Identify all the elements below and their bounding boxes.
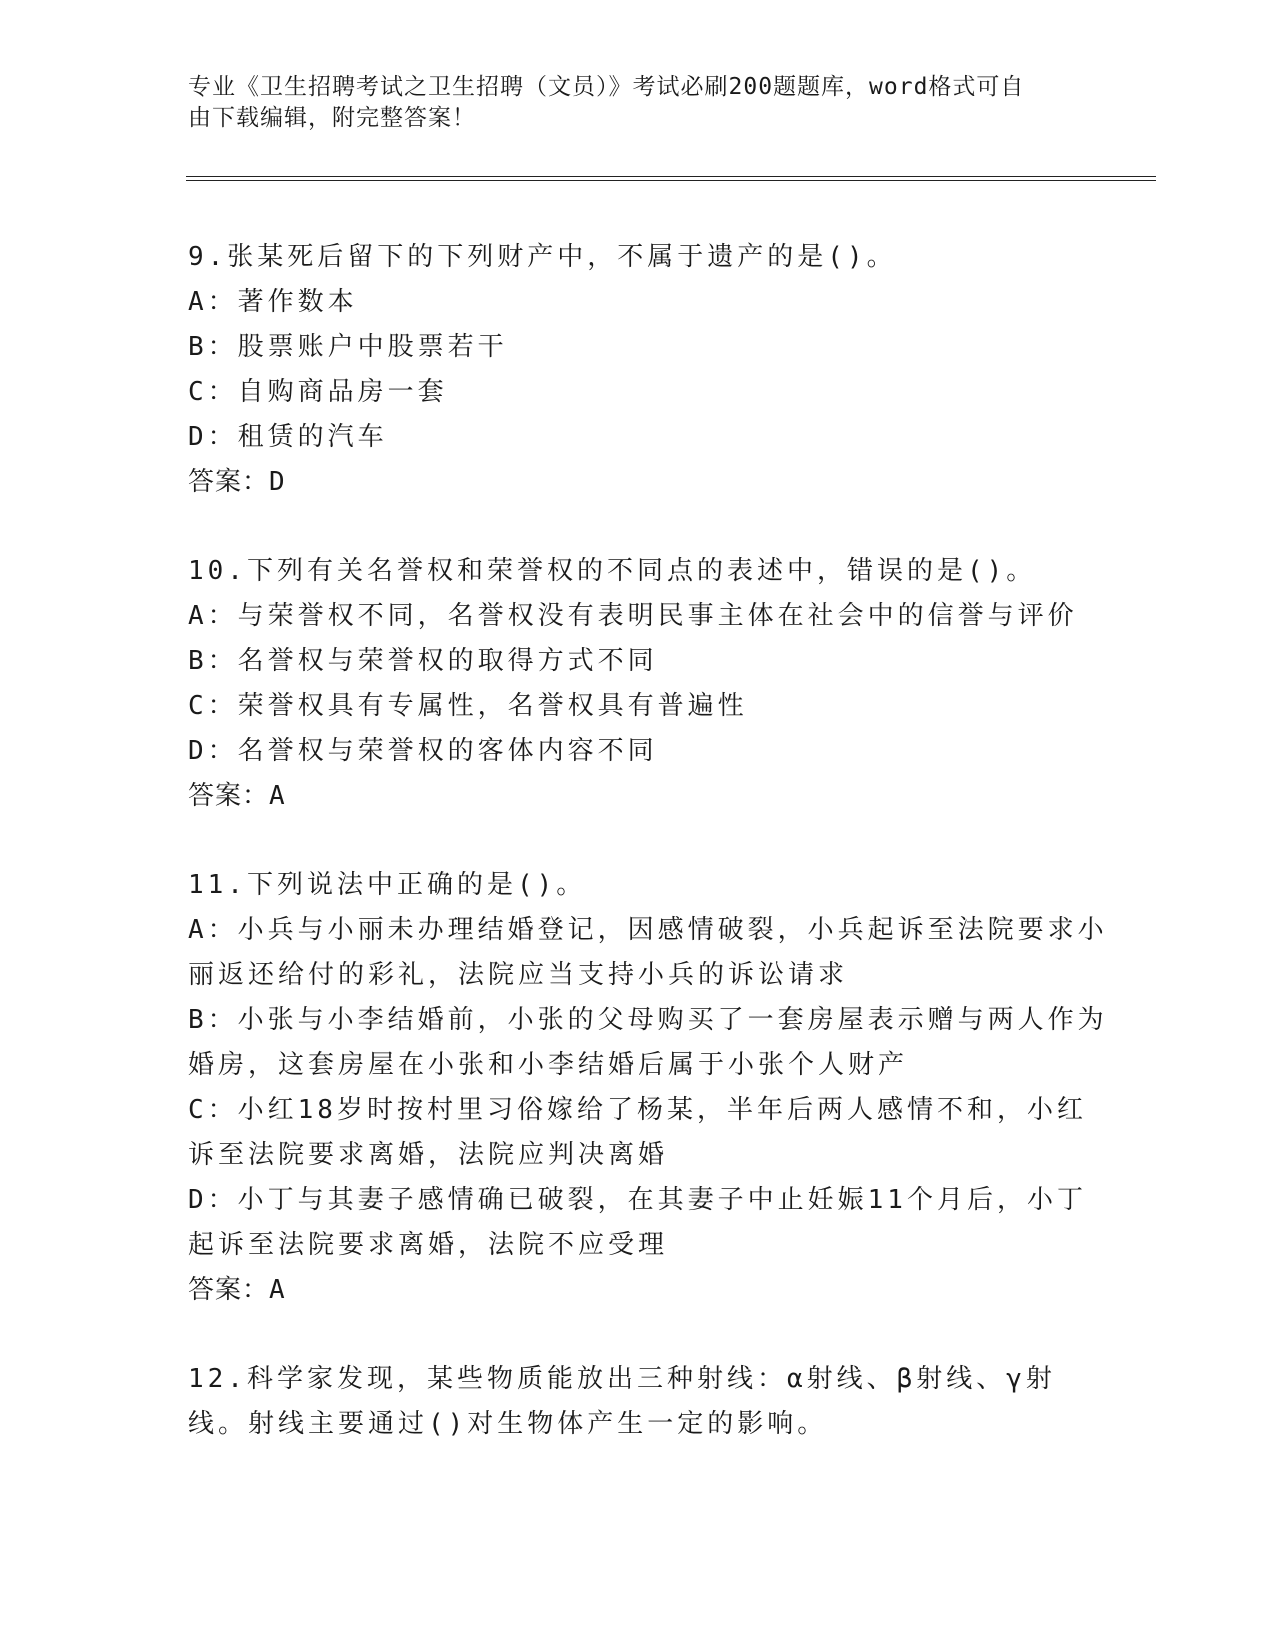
answer-label: 答案： bbox=[188, 1275, 270, 1305]
option-c-line-1: C：小红18岁时按村里习俗嫁给了杨某，半年后两人感情不和，小红 bbox=[188, 1095, 1087, 1125]
question-12 bbox=[188, 1357, 1088, 1447]
header-line-2: 由下载编辑，附完整答案！ bbox=[188, 105, 476, 131]
question-stem: 9.张某死后留下的下列财产中，不属于遗产的是()。 bbox=[188, 242, 897, 272]
answer bbox=[188, 1268, 1088, 1313]
option-b: B：名誉权与荣誉权的取得方式不同 bbox=[188, 646, 658, 676]
option-a: A：与荣誉权不同，名誉权没有表明民事主体在社会中的信誉与评价 bbox=[188, 601, 1078, 631]
answer-value: A bbox=[269, 781, 286, 811]
question-stem: 10.下列有关名誉权和荣誉权的不同点的表述中，错误的是()。 bbox=[188, 556, 1037, 586]
option-b: B：股票账户中股票若干 bbox=[188, 332, 508, 362]
option-d-line-1: D：小丁与其妻子感情确已破裂，在其妻子中止妊娠11个月后，小丁 bbox=[188, 1185, 1087, 1215]
question-stem-line-2: 线。射线主要通过()对生物体产生一定的影响。 bbox=[188, 1409, 828, 1439]
answer-label: 答案： bbox=[188, 467, 270, 497]
option-a-line-2: 丽返还给付的彩礼，法院应当支持小兵的诉讼请求 bbox=[188, 960, 849, 990]
question-stem: 11.下列说法中正确的是()。 bbox=[188, 870, 587, 900]
header-line-1: 专业《卫生招聘考试之卫生招聘（文员）》考试必刷200题题库，word格式可自 bbox=[188, 74, 1025, 100]
answer-value: A bbox=[269, 1275, 286, 1305]
question-10 bbox=[188, 549, 1088, 819]
option-a: A：著作数本 bbox=[188, 287, 358, 317]
option-d: D：名誉权与荣誉权的客体内容不同 bbox=[188, 736, 658, 766]
option-d: D：租赁的汽车 bbox=[188, 422, 388, 452]
option-c: C：荣誉权具有专属性，名誉权具有普遍性 bbox=[188, 691, 748, 721]
question-11 bbox=[188, 863, 1108, 1313]
option-a-line-1: A：小兵与小丽未办理结婚登记，因感情破裂，小兵起诉至法院要求小 bbox=[188, 915, 1108, 945]
question-stem-line-1: 12.科学家发现，某些物质能放出三种射线：α射线、β射线、γ射 bbox=[188, 1364, 1056, 1394]
option-b-line-1: B：小张与小李结婚前，小张的父母购买了一套房屋表示赠与两人作为 bbox=[188, 1005, 1108, 1035]
answer-value: D bbox=[269, 467, 286, 497]
option-b-line-2: 婚房，这套房屋在小张和小李结婚后属于小张个人财产 bbox=[188, 1050, 909, 1080]
answer-label: 答案： bbox=[188, 781, 270, 811]
option-c: C：自购商品房一套 bbox=[188, 377, 448, 407]
header-divider bbox=[186, 176, 1156, 181]
answer bbox=[188, 460, 1088, 505]
question-9 bbox=[188, 235, 1088, 505]
answer bbox=[188, 774, 1088, 819]
question-list bbox=[188, 235, 1108, 1491]
document-header bbox=[188, 72, 1088, 134]
option-d-line-2: 起诉至法院要求离婚，法院不应受理 bbox=[188, 1230, 669, 1260]
option-c-line-2: 诉至法院要求离婚，法院应判决离婚 bbox=[188, 1140, 669, 1170]
